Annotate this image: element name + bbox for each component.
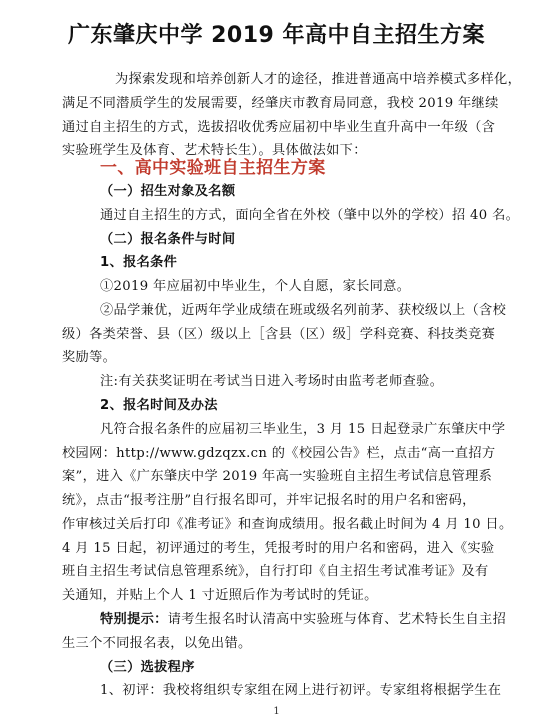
page-number: 1: [273, 706, 280, 717]
registration-line-2: 校园网：http://www.gdzqzx.cn 的《校园公告》栏，点击“高一直招方: [62, 446, 496, 461]
registration-line-7: 班自主招生考试信息管理系统》，自行打印《自主招生考试准考证》及有: [62, 564, 489, 579]
registration-line-8: 关通知，并贴上个人 1 寸近照后作为考试时的凭证。: [62, 588, 378, 603]
condition-1: ①2019 年应届初中毕业生，个人自愿，家长同意。: [100, 279, 411, 294]
selection-step-1: 1、初评：我校将组织专家组在网上进行初评。专家组将根据学生在: [100, 683, 502, 698]
section-heading: 一、高中实验班自主招生方案: [100, 158, 326, 178]
registration-line-3: 案”，进入《广东肇庆中学 2019 年高一实验班自主招生考试信息管理系: [62, 469, 493, 484]
subsection-text-1: 通过自主招生的方式，面向全省在外校（肇中以外的学校）招 40 名。: [100, 208, 520, 223]
condition-2-line-2: 级）各类荣誉、县（区）级以上［含县（区）级］学科竞赛、科技类竞赛: [62, 327, 496, 342]
registration-line-4: 统》，点击“报考注册”自行报名即可，并牢记报名时的用户名和密码，: [62, 493, 476, 508]
subsection-heading-1: （一）招生对象及名额: [100, 184, 236, 199]
condition-2-line-3: 奖励等。: [62, 350, 117, 365]
subsection-heading-3: （三）选拔程序: [100, 660, 195, 675]
notice-line-1: [100, 612, 506, 628]
item-heading-2: 2、报名时间及办法: [100, 398, 218, 413]
subsection-heading-2: （二）报名条件与时间: [100, 232, 236, 247]
note-line: 注:有关获奖证明在考试当日进入考场时由监考老师查验。: [100, 374, 444, 389]
notice-line-2: 生三个不同报名表，以免出错。: [62, 636, 252, 651]
registration-line-1: 凡符合报名条件的应届初三毕业生，3 月 15 日起登录广东肇庆中学: [100, 422, 506, 437]
condition-2-line-1: ②品学兼优，近两年学业成绩在班或级名列前茅、获校级以上（含校: [100, 303, 507, 318]
intro-line-2: 满足不同潜质学生的发展需要，经肇庆市教育局同意，我校 2019 年继续: [62, 96, 499, 111]
notice-label: 特别提示：: [100, 612, 168, 627]
intro-line-4: 实验班学生及体育、艺术特长生）。具体做法如下：: [62, 143, 367, 158]
registration-line-6: 4 月 15 日起，初评通过的考生，凭报考时的用户名和密码，进入《实验: [62, 541, 495, 556]
intro-line-3: 通过自主招生的方式，选拔招收优秀应届初中毕业生直升高中一年级（含: [62, 120, 496, 135]
item-heading-1: 1、报名条件: [100, 255, 178, 270]
notice-text-1: 请考生报名时认清高中实验班与体育、艺术特长生自主招: [167, 612, 507, 627]
document-title: 广东肇庆中学 2019 年高中自主招生方案: [67, 23, 486, 48]
registration-line-5: 作审核过关后打印《准考证》和查询成绩用。报名截止时间为 4 月 10 日。: [62, 517, 513, 532]
intro-line-1: 为探索发现和培养创新人才的途径，推进普通高中培养模式多样化，: [115, 72, 522, 87]
